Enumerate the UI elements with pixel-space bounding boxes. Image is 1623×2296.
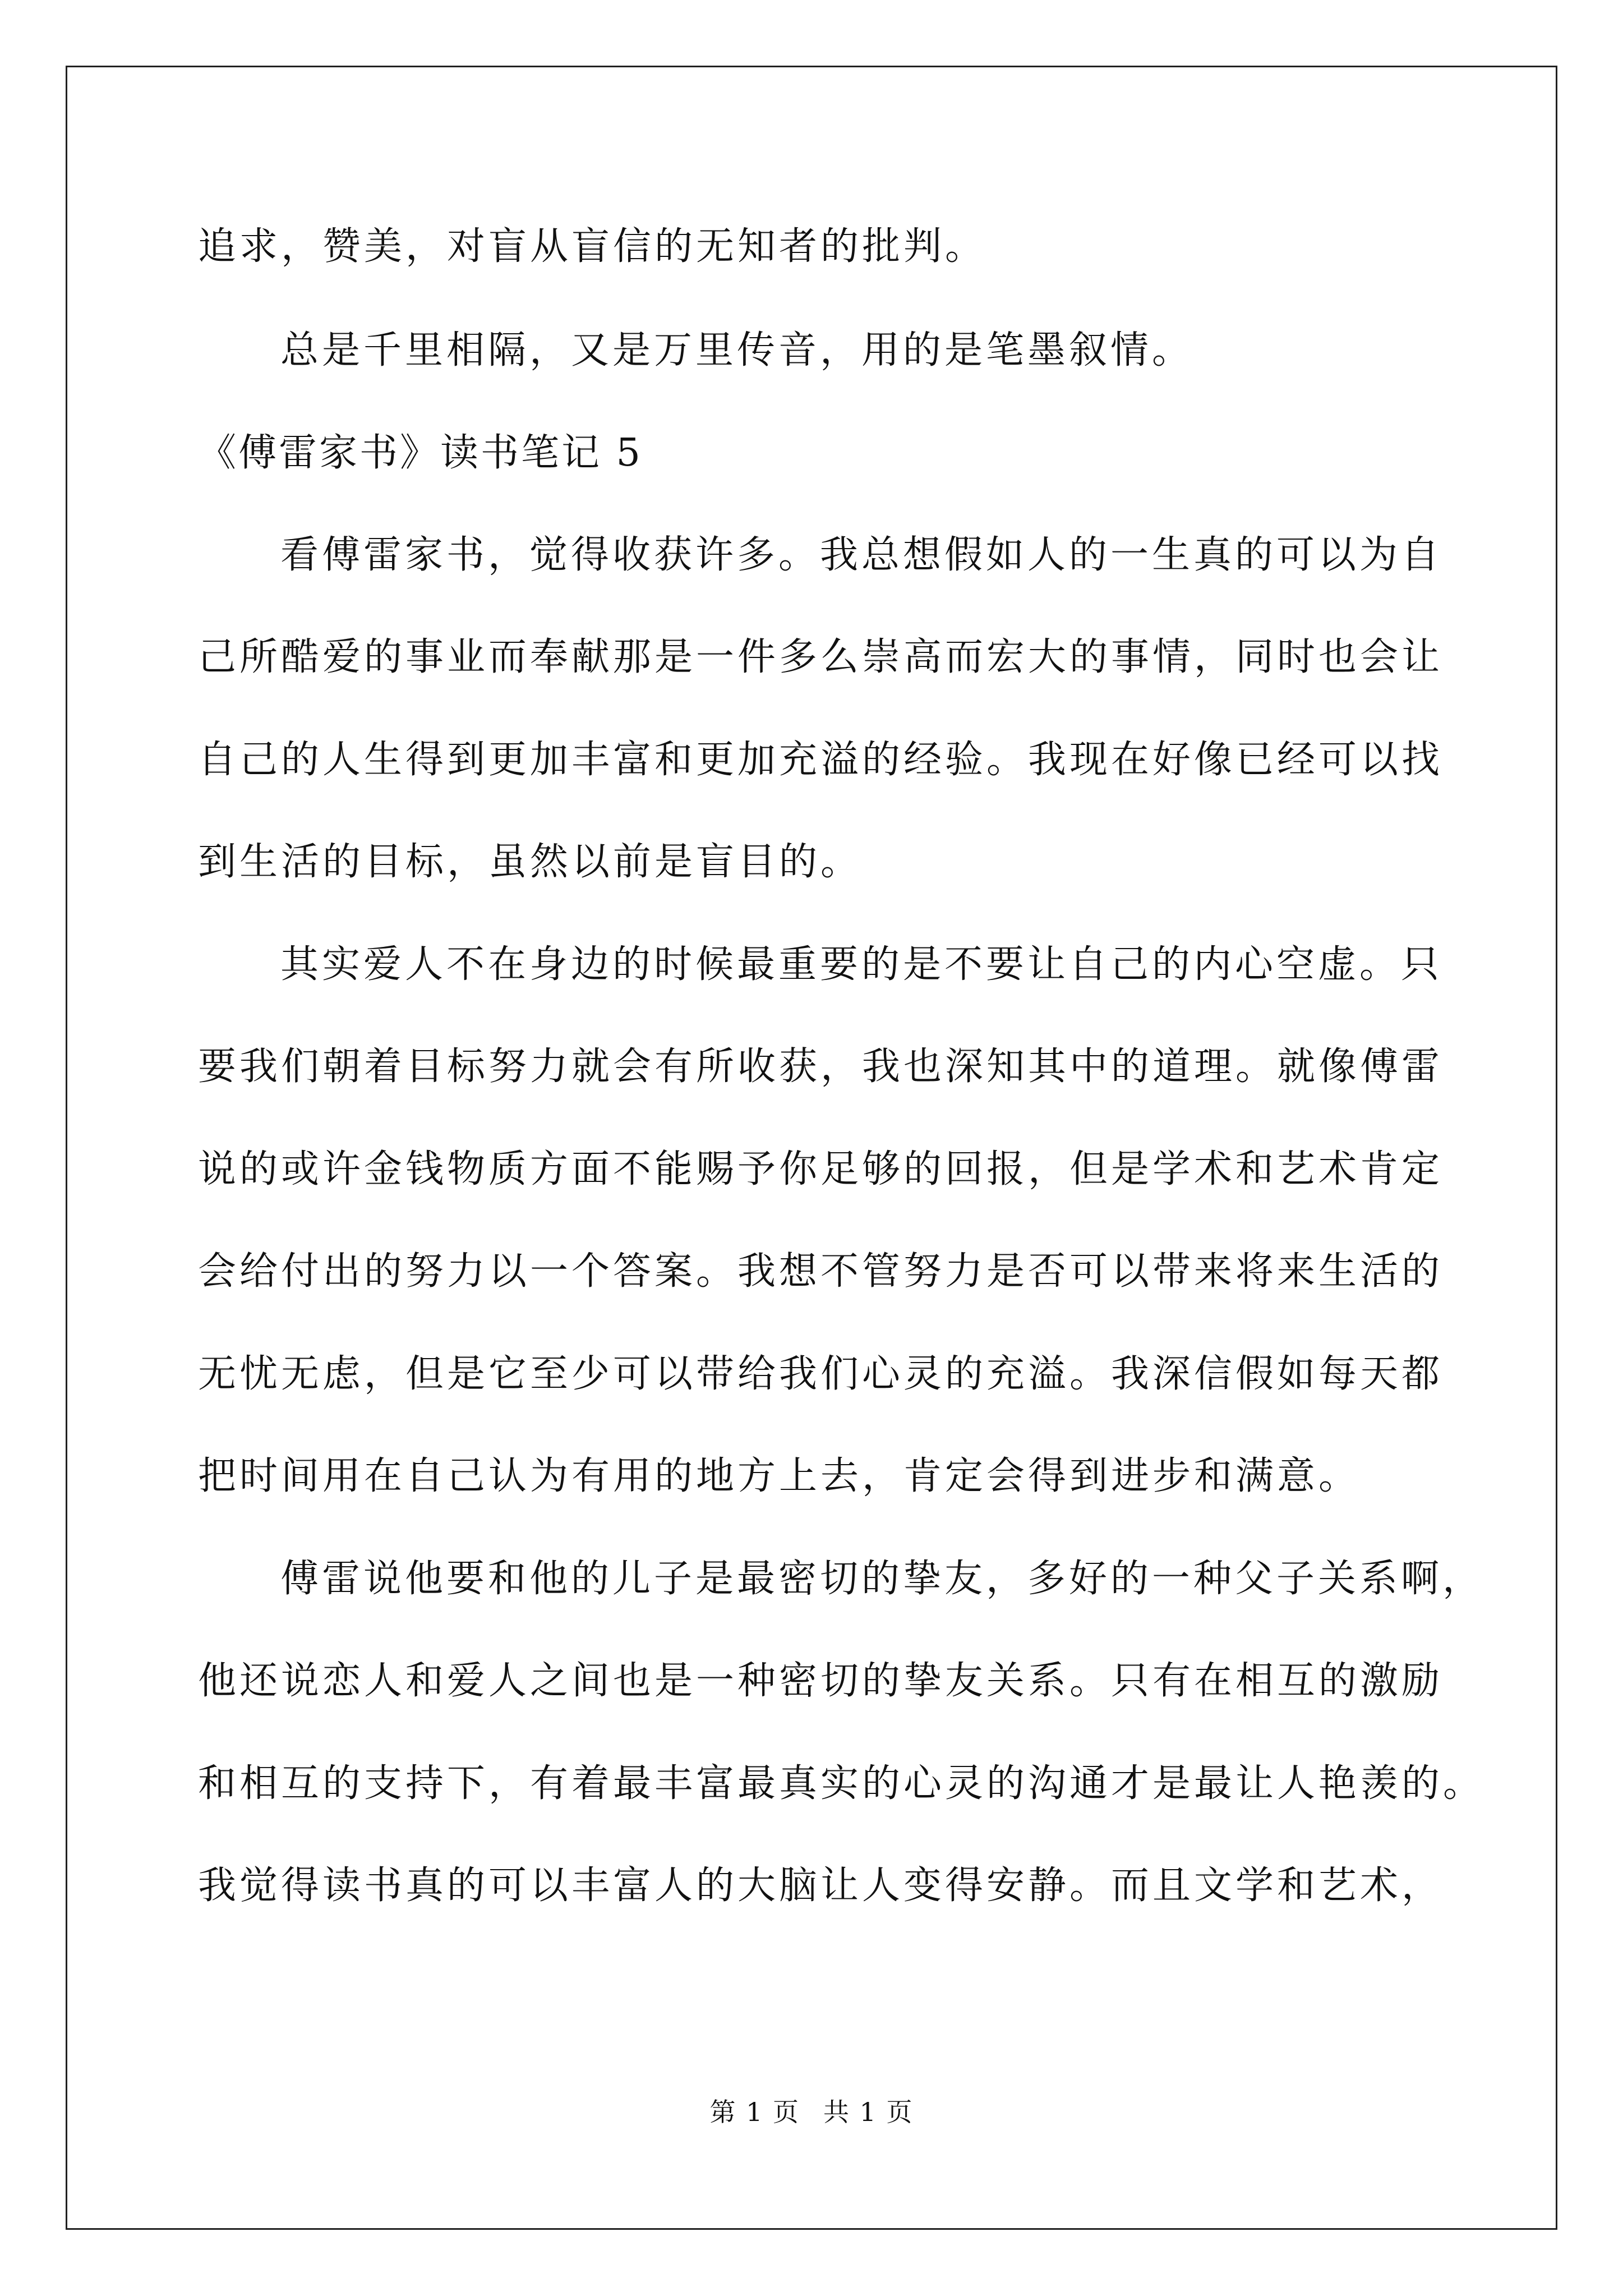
paragraph-line: 他还说恋人和爱人之间也是一种密切的挚友关系。只有在相互的激励 [198,1659,1444,1703]
paragraph-line: 会给付出的努力以一个答案。我想不管努力是否可以带来将来生活的 [198,1249,1444,1294]
paragraph-line: 追求，赞美，对盲从盲信的无知者的批判。 [198,224,987,269]
paragraph-line: 总是千里相隔，又是万里传音，用的是笔墨叙情。 [280,328,1194,372]
paragraph-line: 要我们朝着目标努力就会有所收获，我也深知其中的道理。就像傅雷 [198,1045,1444,1089]
page-number: 第 1 页 [709,2097,800,2127]
paragraph-line: 看傅雷家书，觉得收获许多。我总想假如人的一生真的可以为自 [280,533,1443,577]
page-footer [0,2095,1623,2129]
paragraph-line: 无忧无虑，但是它至少可以带给我们心灵的充溢。我深信假如每天都 [198,1352,1444,1396]
page-total: 共 1 页 [823,2097,914,2127]
paragraph-line: 自己的人生得到更加丰富和更加充溢的经验。我现在好像已经可以找 [198,738,1444,782]
paragraph-line: 其实爱人不在身边的时候最重要的是不要让自己的内心空虚。只 [280,942,1443,987]
paragraph-line: 说的或许金钱物质方面不能赐予你足够的回报，但是学术和艺术肯定 [198,1147,1444,1191]
section-heading: 《傅雷家书》读书笔记 5 [198,431,643,475]
paragraph-line: 把时间用在自己认为有用的地方上去，肯定会得到进步和满意。 [198,1454,1361,1498]
paragraph-line: 我觉得读书真的可以丰富人的大脑让人变得安静。而且文学和艺术， [198,1864,1444,1908]
paragraph-line: 和相互的支持下，有着最丰富最真实的心灵的沟通才是最让人艳羡的。 [198,1761,1485,1806]
paragraph-line: 到生活的目标，虽然以前是盲目的。 [198,840,863,884]
paragraph-line: 己所酷爱的事业而奉献那是一件多么崇高而宏大的事情，同时也会让 [198,635,1444,679]
paragraph-line: 傅雷说他要和他的儿子是最密切的挚友，多好的一种父子关系啊， [280,1557,1484,1601]
